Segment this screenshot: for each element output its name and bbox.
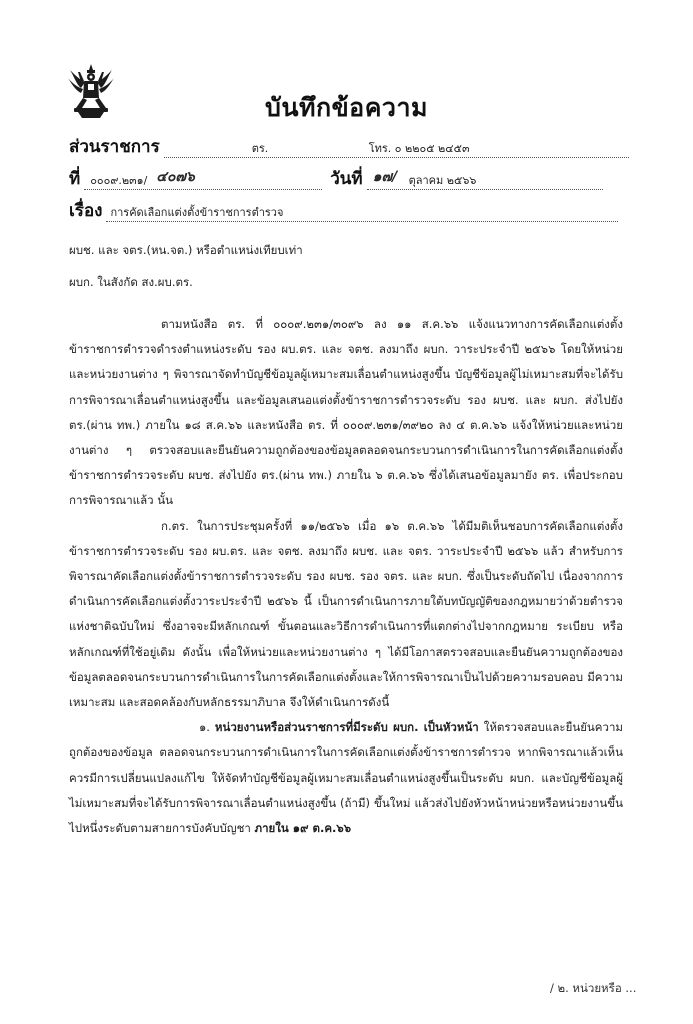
number-handwritten: ๔๐๗๖	[156, 169, 195, 185]
memo-body	[69, 312, 623, 841]
agency-value: ตร.	[251, 142, 269, 155]
addressee-1: ผบช. และ จตร.(หน.จต.) หรือตำแหน่งเทียบเท่า	[69, 243, 303, 257]
subject-field	[106, 205, 618, 222]
agency-row	[69, 134, 629, 158]
date-field	[367, 169, 603, 190]
number-label: ที่	[69, 169, 81, 189]
page-continuation: / ๒. หน่วยหรือ ...	[550, 981, 637, 995]
addressee-2: ผบก. ในสังกัด สง.ผบ.ตร.	[69, 275, 193, 289]
subject-label: เรื่อง	[69, 201, 103, 221]
date-day-handwritten: ๑๗/	[372, 169, 398, 185]
paragraph-item-1	[69, 715, 623, 841]
agency-field	[164, 141, 629, 158]
paragraph-2: ก.ตร. ในการประชุมครั้งที่ ๑๑/๒๕๖๖ เมื่อ ๑๖ ต.ค.๖๖ ได้มีมติเห็นชอบการคัดเลือกแต่งตั้งข้าราชการตำรวจระดับ รอง ผบ.ตร. และ จตช. ลงมาถึง ผบช. และ จตร. วาระประจำปี ๒๕๖๖ แล้ว สำหรับการพิจารณาคัดเลือกแต่งตั้งข้าราชการตำรวจระดับ รอง ผบช. รอง จตร. และ ผบก. ซึ่งเป็นระดับถัดไป เนื่องจากการดำเนินการคัดเลือกแต่งตั้งวาระประจำปี ๒๕๖๖ นี้ เป็นการดำเนินการภายใต้บทบัญญัติของกฎหมายว่าด้วยตำรวจแห่งชาติฉบับใหม่ ซึ่งอาจจะมีหลักเกณฑ์ ขั้นตอนและวิธีการดำเนินการที่แตกต่างไปจากกฎหมาย ระเบียบ หรือหลักเกณฑ์ที่ใช้อยู่เดิม ดังนั้น เพื่อให้หน่วยและหน่วยงานต่าง ๆ ได้มีโอกาสตรวจสอบและยืนยันความถูกต้องของข้อมูลตลอดจนกระบวนการดำเนินการในการคัดเลือกแต่งตั้งและให้การพิจารณาเป็นไปด้วยความรอบคอบ มีความเหมาะสม และสอดคล้องกับหลักธรรมาภิบาล จึงให้ดำเนินการดังนี้	[69, 518, 623, 710]
number-field	[84, 169, 322, 190]
item-number: ๑.	[199, 720, 210, 735]
item-bold-lead: หน่วยงานหรือส่วนราชการที่มีระดับ ผบก. เป็นหัวหน้า	[214, 720, 479, 735]
item-text: ให้ตรวจสอบและยืนยันความถูกต้องของข้อมูล ตลอดจนกระบวนการดำเนินการในการคัดเลือกแต่งตั้งข้าราชการตำรวจ หากพิจารณาแล้วเห็นควรมีการเปลี่ยนแปลงแก้ไข ให้จัดทำบัญชีข้อมูลผู้เหมาะสมเลื่อนตำแหน่งสูงขึ้นเป็นระดับ ผบก. และบัญชีข้อมูลผู้ไม่เหมาะสมที่จะได้รับการพิจารณาเลื่อนตำแหน่งสูงขึ้น (ถ้ามี) ขึ้นใหม่ แล้วส่งไปยังหัวหน้าหน่วยหรือหน่วยงานขึ้นไปหนึ่งระดับตามสายการบังคับบัญชา	[69, 720, 623, 836]
paragraph-1: ตามหนังสือ ตร. ที่ ๐๐๐๙.๒๓๑/๓๐๙๖ ลง ๑๑ ส.ค.๖๖ แจ้งแนวทางการคัดเลือกแต่งตั้งข้าราชการตำรวจดำรงตำแหน่งระดับ รอง ผบ.ตร. และ จตช. ลงมาถึง ผบก. วาระประจำปี ๒๕๖๖ โดยให้หน่วยและหน่วยงานต่าง ๆ พิจารณาจัดทำบัญชีข้อมูลผู้เหมาะสมเลื่อนตำแหน่งสูงขึ้น บัญชีข้อมูลผู้ไม่เหมาะสมที่จะได้รับการพิจารณาเลื่อนตำแหน่งสูงขึ้น และข้อมูลเสนอแต่งตั้งข้าราชการตำรวจระดับ รอง ผบช. และ ผบก. ส่งไปยัง ตร.(ผ่าน ทพ.) ภายใน ๑๘ ส.ค.๖๖ และหนังสือ ตร. ที่ ๐๐๐๙.๒๓๑/๓๙๒๐ ลง ๔ ต.ค.๖๖ แจ้งให้หน่วยและหน่วยงานต่าง ๆ ตรวจสอบและยืนยันความถูกต้องของข้อมูลตลอดจนกระบวนการดำเนินการในการคัดเลือกแต่งตั้งข้าราชการตำรวจระดับ ผบช. ส่งไปยัง ตร.(ผ่าน ทพ.) ภายใน ๖ ต.ค.๖๖ ซึ่งได้เสนอข้อมูลมายัง ตร. เพื่อประกอบการพิจารณาแล้ว นั้น	[69, 317, 623, 508]
subject-value: การคัดเลือกแต่งตั้งข้าราชการตำรวจ	[110, 206, 284, 219]
item-deadline: ภายใน ๑๙ ต.ค.๖๖	[254, 821, 351, 836]
memo-title: บันทึกข้อความ	[265, 93, 428, 122]
phone-value: โทร. ๐ ๒๒๐๕ ๒๔๕๓	[368, 142, 470, 155]
number-date-row	[69, 166, 629, 190]
agency-label: ส่วนราชการ	[69, 137, 160, 157]
subject-row	[69, 198, 629, 222]
number-printed: ๐๐๐๙.๒๓๑/	[90, 174, 148, 187]
date-label: วันที่	[330, 169, 363, 189]
date-month-year: ตุลาคม ๒๕๖๖	[408, 174, 477, 187]
